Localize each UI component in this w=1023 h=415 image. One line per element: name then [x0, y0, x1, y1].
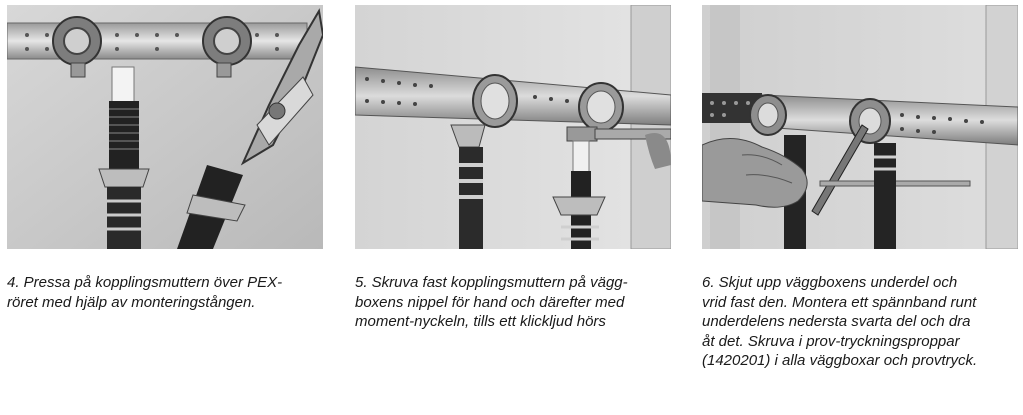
step-5-caption-line: moment-nyckeln, tills ett klickljud hörs	[355, 313, 606, 330]
step-4-caption	[7, 273, 325, 312]
step-5-caption-line: 5. Skruva fast kopplingsmuttern på vägg-	[355, 274, 628, 291]
step-5-photo	[355, 5, 671, 249]
step-4-caption-line: röret med hjälp av monteringstången.	[7, 293, 256, 311]
step-4-photo	[7, 5, 323, 249]
step-4-photo-illustration	[7, 5, 323, 249]
step-6-caption-line: vrid fast den. Montera ett spännband runt	[702, 293, 977, 311]
step-6-photo-illustration	[702, 5, 1018, 249]
step-5-caption-line: boxens nippel för hand och därefter med	[355, 293, 625, 311]
step-4-caption-line: 4. Pressa på kopplingsmuttern över PEX-	[7, 274, 283, 291]
step-6-caption	[702, 273, 1020, 371]
step-6-caption-line: 6. Skjut upp väggboxens underdel och	[702, 274, 958, 291]
step-5-caption	[355, 273, 673, 332]
step-6-photo	[702, 5, 1018, 249]
step-6-caption-line: underdelens nedersta svarta del och dra	[702, 313, 971, 330]
step-5-photo-illustration	[355, 5, 671, 249]
step-6-caption-line: (1420201) i alla väggboxar och provtryck.	[702, 352, 978, 369]
step-6-caption-line: åt det. Skruva i prov-tryckningsproppar	[702, 332, 960, 350]
